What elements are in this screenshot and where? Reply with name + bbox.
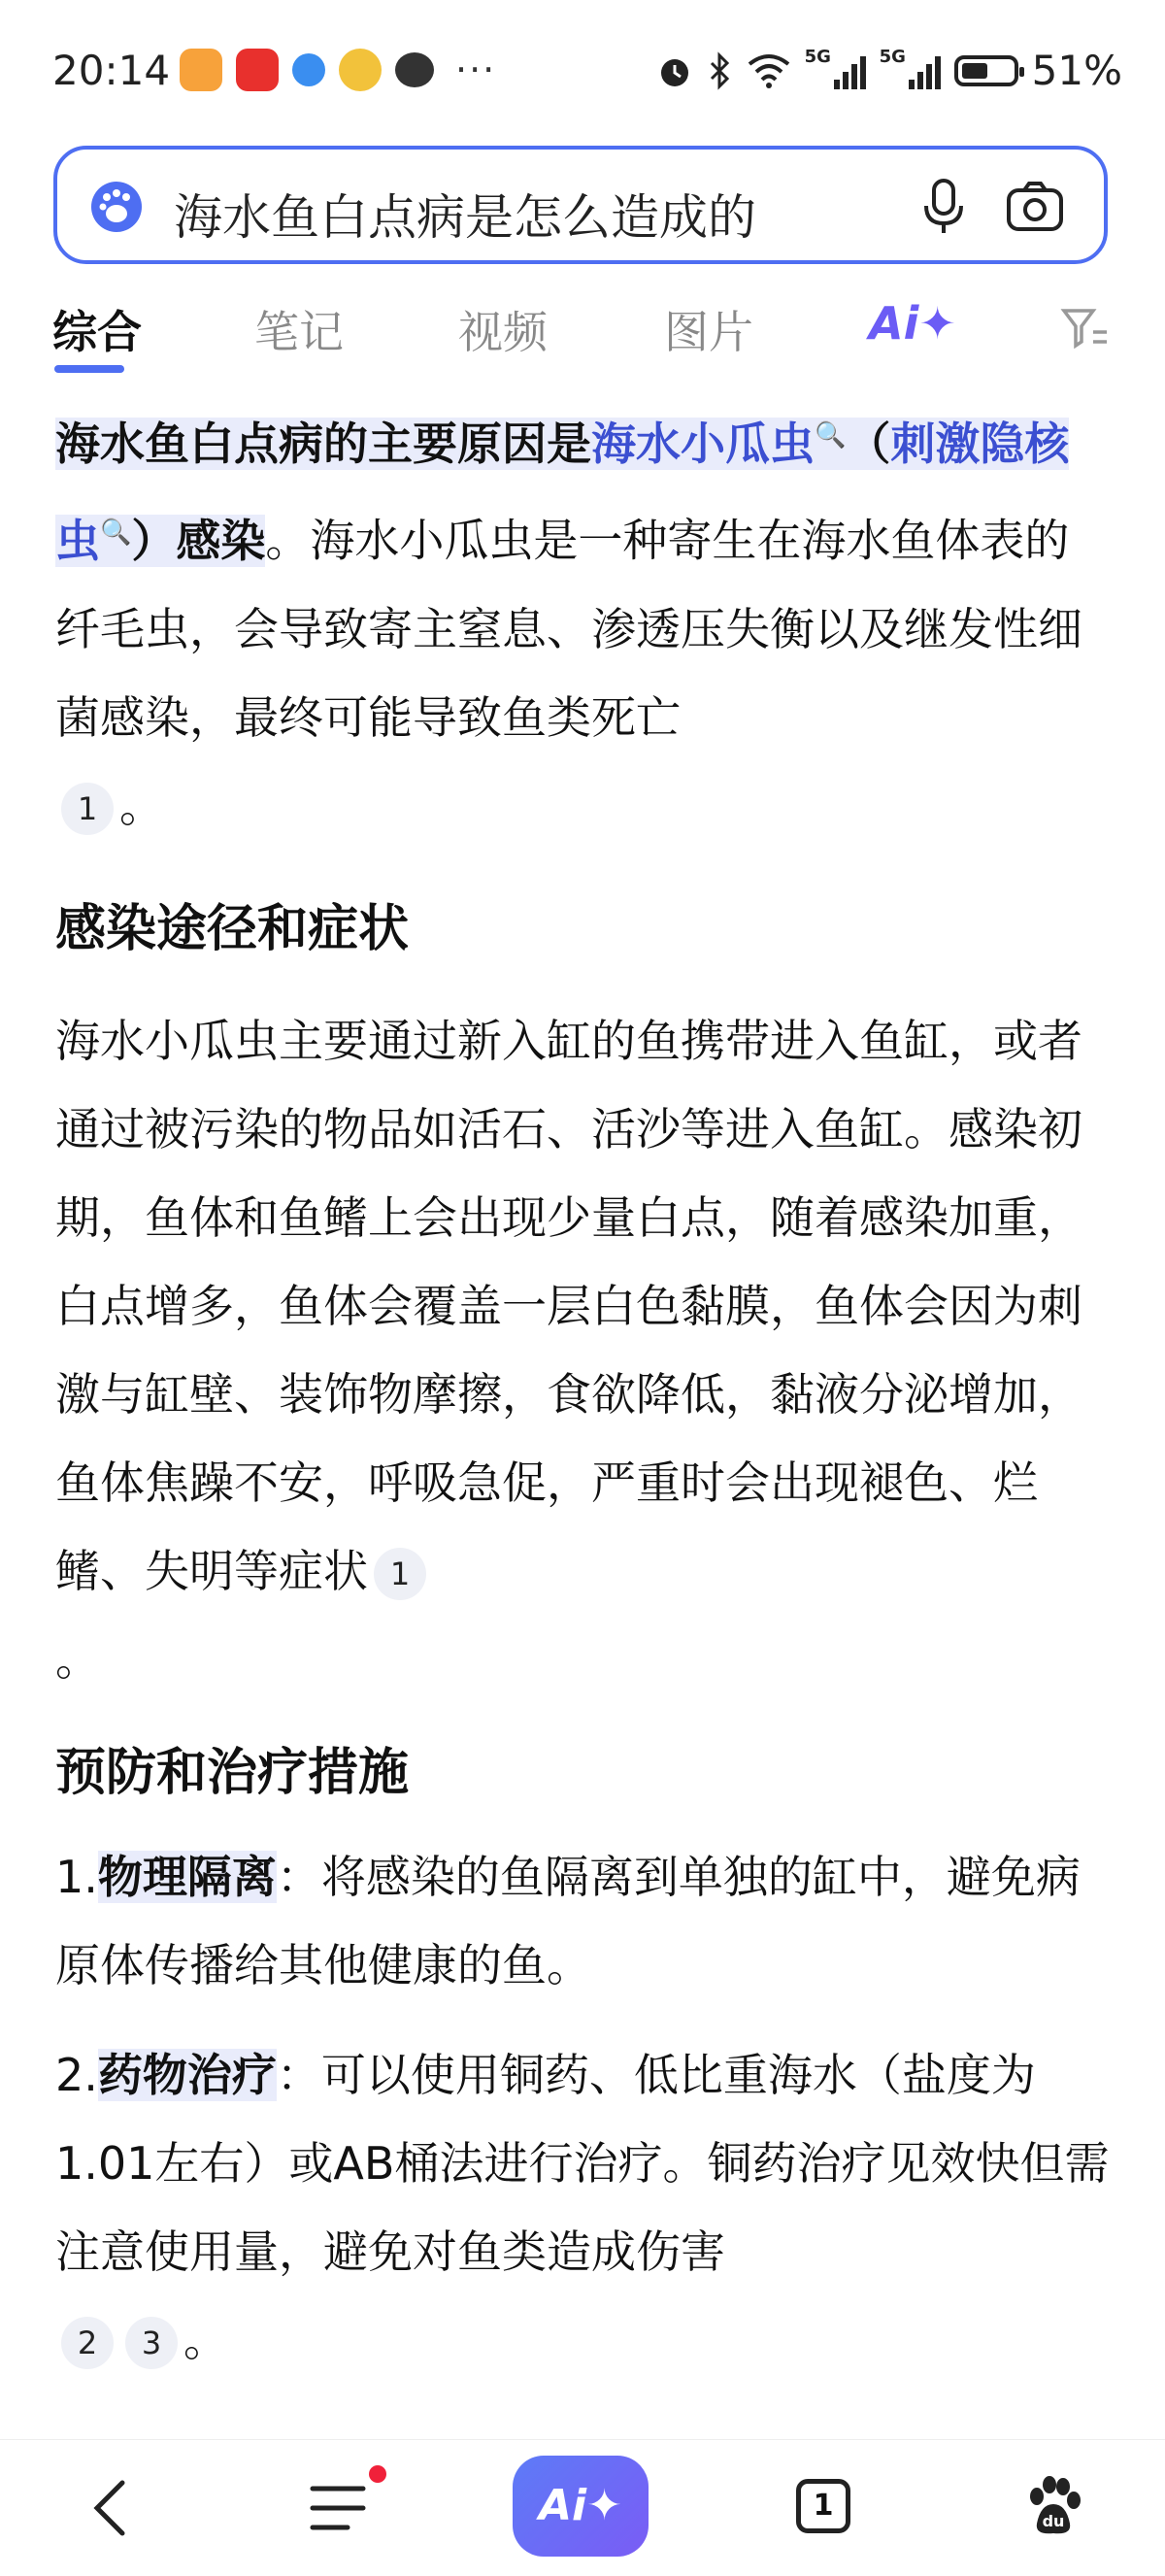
list-item-text: ：可以使用铜药、低比重海水（盐度为1.01左右）或AB桶法进行治疗。铜药治疗见效快但需注意使用量，避免对鱼类造成伤害: [55, 2048, 1110, 2278]
wifi-icon: [747, 52, 791, 89]
filter-icon[interactable]: [1060, 303, 1109, 351]
back-icon[interactable]: [85, 2477, 134, 2539]
section-heading-prevention: 预防和治疗措施: [55, 1743, 410, 1802]
svg-text:du: du: [1042, 2512, 1065, 2530]
period: 。: [183, 2313, 228, 2366]
baidu-paw-icon[interactable]: [1023, 2475, 1083, 2537]
ai-answer: [55, 392, 1114, 2385]
status-time: 20:14: [52, 47, 171, 94]
tab-videos[interactable]: 视频: [458, 306, 548, 358]
notification-icons: [180, 49, 496, 91]
bluetooth-icon: [708, 51, 733, 90]
bottom-nav: [0, 2439, 1165, 2576]
network-type-label: 5G: [879, 46, 906, 67]
shield-app-icon: [180, 49, 222, 91]
message-app-icon: [395, 52, 434, 87]
search-link-icon[interactable]: 🔍: [815, 421, 847, 451]
tab-notes[interactable]: 笔记: [254, 306, 344, 358]
status-bar: [0, 0, 1165, 146]
tab-images[interactable]: 图片: [664, 306, 753, 358]
menu-icon[interactable]: [309, 2481, 367, 2535]
intro-paragraph: [55, 392, 1114, 851]
term-drug-treatment: 药物治疗: [97, 2048, 277, 2101]
battery-percent: 51%: [1031, 47, 1122, 94]
network-type-label: 5G: [804, 46, 831, 67]
camera-icon[interactable]: [1005, 179, 1065, 235]
citation-badge[interactable]: 1: [374, 1548, 426, 1600]
notification-dot: [369, 2465, 386, 2483]
status-indicators: [655, 47, 1122, 94]
tab-bar: [0, 289, 1165, 377]
infection-text: 海水小瓜虫主要通过新入缸的鱼携带进入鱼缸，或者通过被污染的物品如活石、活沙等进入鱼缸。感染初期，鱼体和鱼鳍上会出现少量白点，随着感染加重，白点增多，鱼体会覆盖一层白色黏膜，鱼体会因为刺激与缸壁、装饰物摩擦，食欲降低，黏液分泌增加，鱼体焦躁不安，呼吸急促，严重时会出现褪色、烂鳍、失明等症状: [55, 1014, 1082, 1597]
list-number: 2.: [55, 2048, 98, 2101]
weibo-app-icon: [339, 49, 382, 91]
period: 。: [119, 779, 164, 832]
cell-signal-2-icon: [879, 46, 941, 89]
citation-badge[interactable]: 3: [125, 2317, 178, 2369]
list-number: 1.: [55, 1850, 98, 1903]
intro-lead: 海水鱼白点病的主要原因是: [55, 418, 591, 471]
tab-comprehensive[interactable]: 综合: [52, 306, 142, 358]
battery-icon: [954, 55, 1018, 86]
browser-app-icon: [292, 53, 325, 86]
cell-signal-1-icon: [804, 46, 866, 89]
shopping-app-icon: [236, 49, 279, 91]
section-heading-infection: 感染途径和症状: [55, 899, 410, 958]
citation-badge[interactable]: 1: [61, 783, 114, 835]
alarm-icon: [655, 51, 694, 90]
list-item: [55, 1833, 1114, 2010]
search-input[interactable]: 海水鱼白点病是怎么造成的: [174, 189, 756, 246]
open-paren: （: [846, 418, 891, 471]
list-item: [55, 2031, 1114, 2385]
intro-rest: 。海水小瓜虫是一种寄生在海水鱼体表的纤毛虫，会导致寄主窒息、渗透压失衡以及继发性细菌感染，最终可能导致鱼类死亡: [55, 514, 1082, 744]
search-link-icon[interactable]: 🔍: [100, 518, 132, 548]
citation-badge[interactable]: 2: [61, 2317, 114, 2369]
link-haishui-xiaoguachong[interactable]: 海水小瓜虫: [591, 418, 815, 471]
mic-icon[interactable]: [919, 177, 968, 237]
period: 。: [55, 1632, 100, 1686]
baidu-paw-icon[interactable]: [90, 181, 143, 233]
infection-paragraph: [55, 997, 1114, 1704]
link-ciji-yinhechong[interactable]: 刺激隐核虫: [55, 418, 1070, 567]
term-physical-isolation: 物理隔离: [97, 1850, 277, 1903]
battery-level-fill: [962, 63, 987, 79]
more-notifications-icon: ···: [455, 49, 497, 91]
list-item-text: ：将感染的鱼隔离到单独的缸中，避免病原体传播给其他健康的鱼。: [55, 1850, 1081, 1991]
tabs-icon[interactable]: [796, 2479, 850, 2533]
tab-count: 1: [813, 2489, 834, 2523]
tab-ai[interactable]: Ai✦: [869, 297, 956, 350]
ai-assistant-button[interactable]: Ai✦: [513, 2456, 649, 2557]
intro-close: ）感染: [131, 514, 266, 567]
active-tab-indicator: [54, 365, 124, 373]
search-box[interactable]: [53, 146, 1108, 264]
